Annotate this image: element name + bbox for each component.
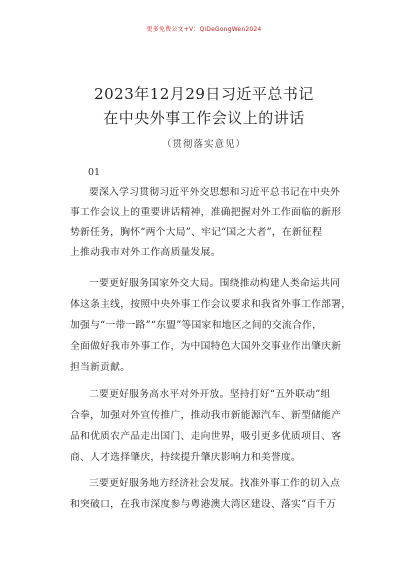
body-line: 合拳，加强对外宣传推广，推动我市新能源汽车、新型储能产: [70, 410, 342, 421]
body-line: 势新任务，胸怀“两个大局”、牢记“国之大者”，在新征程: [70, 227, 323, 238]
body-line: 全面做好我市外事工作，为中国特色大国外交事业作出肇庆新: [70, 341, 342, 352]
body-line: 体这条主线，按照中央外事工作会议要求和我省外事工作部署，: [70, 299, 352, 310]
body-line: 加强与“一带一路”“东盟”等国家和地区之间的交流合作，: [70, 320, 323, 331]
body-line: 和突破口，在我市深度参与粤港澳大湾区建设、落实“百千万: [70, 499, 337, 510]
body-line: 担当新贡献。: [70, 362, 131, 373]
body-line: 三要更好服务地方经济社会发展。找准外事工作的切入点: [89, 478, 341, 489]
document-subtitle: （贯彻落实意见）: [161, 139, 246, 150]
body-line: 上推动我市对外工作高质量发展。: [70, 247, 221, 258]
body-line: 品和优质农产品走出国门、走向世界，吸引更多优质项目、客: [70, 431, 342, 442]
body-line: 商、人才选择肇庆，持续提升肇庆影响力和美誉度。: [70, 452, 302, 463]
body-line: 要深入学习贯彻习近平外交思想和习近平总书记在中央外: [89, 187, 341, 198]
body-line: 二要更好服务高水平对外开放。坚持打好“五外联动”组: [89, 389, 331, 400]
body-line: 一要更好服务国家外交大局。围绕推动构建人类命运共同: [89, 278, 341, 289]
body-line: 事工作会议上的重要讲话精神，准确把握对外工作面临的新形: [70, 207, 342, 218]
watermark-text: 更多免费公文+V：QiDeGongWen2024: [146, 26, 262, 33]
section-number: 01: [88, 167, 101, 178]
document-title-line-2: 在中央外事工作会议上的讲话: [103, 109, 305, 127]
document-title-line-1: 2023年12月29日习近平总书记: [94, 85, 314, 103]
